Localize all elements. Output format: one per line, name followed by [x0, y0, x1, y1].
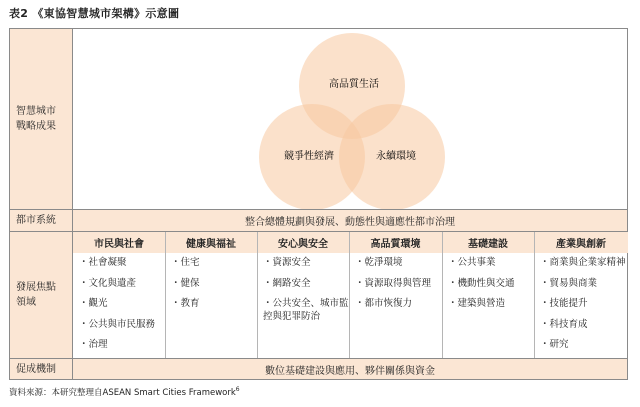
source-text: 資料來源：本研究整理自ASEAN Smart Cities Framework [9, 388, 236, 398]
venn-label-right: 永續環境 [376, 151, 416, 162]
row-label-outcomes: 智慧城市 戰略成果 [10, 29, 73, 209]
urban-system-band: 整合總體規劃與發展、動態性與適應性都市治理 [73, 210, 627, 231]
list-item: ・資源取得與管理 [355, 277, 432, 289]
row-focus-areas [10, 231, 627, 358]
list-item: ・公共安全、城市監 控與犯罪防治 [263, 298, 349, 322]
source-footnote-marker: 6 [235, 386, 240, 394]
row-outcomes [10, 29, 627, 209]
row-enablers [10, 358, 627, 379]
column-items [73, 253, 165, 358]
list-item: ・健保 [171, 277, 200, 289]
list-item: ・治理 [79, 339, 108, 350]
column-header: 高品質環境 [349, 232, 442, 253]
venn-diagram [73, 29, 628, 209]
list-item: ・公共與市民服務 [79, 318, 156, 330]
column-divider [257, 232, 258, 358]
column-header: 市民與社會 [73, 232, 165, 253]
column-header: 產業與創新 [534, 232, 628, 253]
venn-area [73, 29, 627, 209]
figure-title: 表2 《東協智慧城市架構》示意圖 [9, 7, 180, 20]
source-note [9, 386, 240, 398]
column-header: 健康與福祉 [165, 232, 257, 253]
list-item: ・住宅 [171, 257, 200, 268]
list-item: ・商業與企業家精神 [540, 257, 626, 268]
row-label-enablers: 促成機制 [10, 359, 73, 379]
list-item: ・文化與遺產 [79, 277, 137, 289]
framework-table [9, 28, 628, 380]
column-divider [442, 232, 443, 358]
column-items [257, 253, 349, 358]
enablers-band: 數位基礎建設與應用、夥伴關係與資金 [73, 359, 627, 379]
focus-areas-grid [73, 232, 627, 358]
list-item: ・建築與營造 [448, 298, 506, 309]
column-items [442, 253, 534, 358]
row-label-focus-areas: 發展焦點 領域 [10, 232, 73, 358]
list-item: ・研究 [540, 339, 569, 350]
list-item: ・網路安全 [263, 277, 311, 289]
list-item: ・機動性與交通 [448, 277, 515, 289]
column-divider [165, 232, 166, 358]
venn-label-left: 競爭性經濟 [284, 151, 334, 162]
list-item: ・教育 [171, 298, 200, 309]
list-item: ・資源安全 [263, 257, 311, 268]
venn-label-top: 高品質生活 [329, 79, 379, 90]
list-item: ・社會凝聚 [79, 257, 127, 268]
column-items [165, 253, 257, 358]
list-item: ・公共事業 [448, 257, 496, 268]
column-header: 安心與安全 [257, 232, 349, 253]
column-divider [349, 232, 350, 358]
column-items [349, 253, 442, 358]
column-items [534, 253, 628, 358]
list-item: ・乾淨環境 [355, 257, 403, 268]
row-label-urban-system: 都市系統 [10, 210, 73, 231]
list-item: ・貿易與商業 [540, 277, 598, 289]
row-urban-system [10, 209, 627, 231]
list-item: ・都市恢復力 [355, 298, 413, 309]
list-item: ・觀光 [79, 298, 108, 309]
column-header: 基礎建設 [442, 232, 534, 253]
column-divider [534, 232, 535, 358]
list-item: ・科技育成 [540, 318, 588, 330]
list-item: ・技能提升 [540, 298, 588, 309]
